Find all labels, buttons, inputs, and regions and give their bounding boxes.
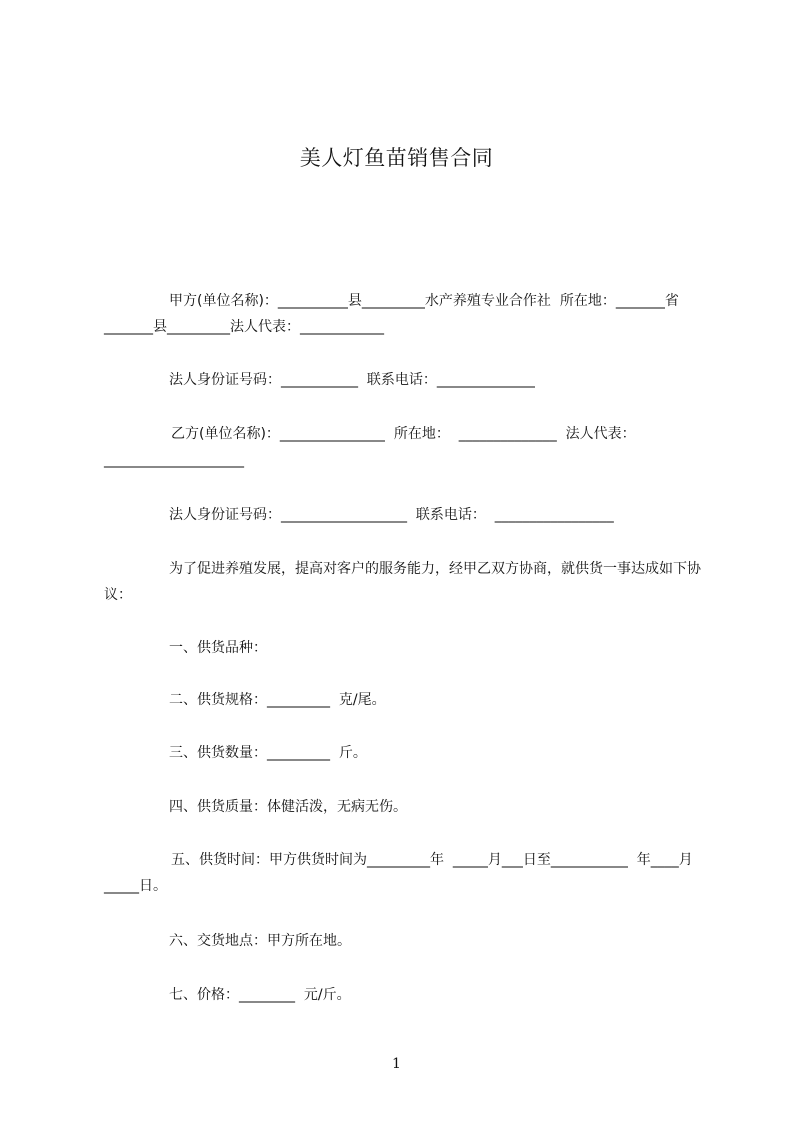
clause-5-time: 五、供货时间：甲方供货时间为_________年 _____月___日至___________ 年____月_____日。 (104, 852, 693, 894)
clause-3-quantity: 三、供货数量：_________ 斤。 (169, 745, 367, 761)
clause-1-variety: 一、供货品种： (169, 640, 267, 656)
page-number: 1 (392, 1056, 401, 1072)
party-b-info: 乙方(单位名称)：_______________ 所在地： ______________ 法人代表：____________________ (104, 426, 636, 468)
party-b-id-phone: 法人身份证号码：__________________ 联系电话： _________________ (169, 507, 614, 523)
clause-2-spec: 二、供货规格：_________ 克/尾。 (169, 692, 386, 708)
party-a-info: 甲方(单位名称)：__________县_________水产养殖专业合作社 所在地：_______省_______县_________法人代表：____________ (104, 293, 679, 335)
clause-4-quality: 四、供货质量：体健活泼，无病无伤。 (169, 799, 407, 815)
party-a-id-phone: 法人身份证号码：___________ 联系电话：______________ (169, 372, 535, 388)
clause-6-location: 六、交货地点：甲方所在地。 (169, 933, 351, 949)
clause-7-price: 七、价格：________ 元/斤。 (169, 987, 351, 1003)
preamble: 为了促进养殖发展，提高对客户的服务能力，经甲乙双方协商，就供货一事达成如下协议： (104, 561, 701, 603)
page-title: 美人灯鱼苗销售合同 (299, 146, 494, 170)
